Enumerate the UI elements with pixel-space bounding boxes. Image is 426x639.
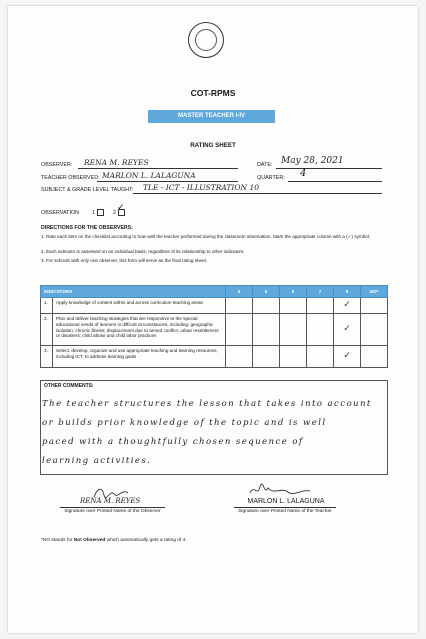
indicators-table [40,285,388,368]
score-cell[interactable] [334,314,361,346]
score-cell[interactable] [307,314,334,346]
score-cell[interactable] [307,346,334,368]
observer-signature-caption: Signature over Printed Name of the Observer [64,509,161,514]
subject-underline [133,193,382,194]
row-number: 3. [41,346,53,368]
quarter-underline [288,181,382,182]
not-observed-footnote [41,538,187,543]
footnote-bold-term: Not Observed [73,538,106,543]
other-comments-label: OTHER COMMENTS: [44,383,94,389]
header-score-4: 4 [226,286,253,298]
score-cell[interactable] [253,298,280,314]
position-banner: MASTER TEACHER I-IV [148,110,275,123]
observer-signature-line [60,507,165,508]
header-score-7: 7 [307,286,334,298]
teacher-signature-line [234,507,336,508]
header-score-6: 6 [280,286,307,298]
date-value: May 28, 2021 [281,156,344,166]
observation-label: OBSERVATION [41,210,80,216]
quarter-value: 4 [300,168,307,179]
date-label: DATE: [257,162,273,168]
observer-underline [78,168,238,169]
teacher-value: MARLON L. LALAGUNA [102,171,196,180]
row-number: 2. [41,314,53,346]
score-cell[interactable] [361,346,388,368]
comment-line-1: The teacher structures the lesson that takes into account [42,399,372,409]
observer-value: RENA M. REYES [84,158,149,167]
score-cell[interactable] [361,298,388,314]
indicator-text: Apply knowledge of content within and across curriculum teaching areas [53,298,226,314]
score-cell[interactable] [334,346,361,368]
date-underline [276,168,382,169]
quarter-label: QUARTER: [257,175,285,181]
indicator-text: Select, develop, organize and use appropriate teaching and learning resources, including ICT, to address learning goals [53,346,226,368]
comment-line-3: paced with a thoughtfully chosen sequence of [42,437,304,447]
observation-1-checkbox[interactable] [97,209,104,216]
directions-heading: DIRECTIONS FOR THE OBSERVERS: [41,225,133,231]
header-score-8: 8 [334,286,361,298]
form-subtitle: RATING SHEET [190,142,236,149]
direction-item-1: 1. Rate each item on the checklist according to how well the teacher performed during the classroom observation. Mark the appropriate column with a (✓) symbol. [41,234,371,239]
indicator-text: Plan and deliver teaching strategies that are responsive to the special educational needs of learners in difficult circumstances, including: geographic isolation; chronic illness; displacement due to armed conflict, urban resettlement or disasters; child abuse and child labor practices [53,314,226,346]
score-cell[interactable] [307,298,334,314]
score-cell[interactable] [361,314,388,346]
score-cell[interactable] [280,346,307,368]
observer-label: OBSERVER: [41,162,73,168]
observation-2-check-icon: ✓ [117,203,125,213]
score-cell[interactable] [226,314,253,346]
footnote-prefix: *NO stands for [41,538,74,543]
subject-value: TLE - ICT - ILLUSTRATION 10 [143,183,259,192]
teacher-signature-icon [248,483,312,499]
table-row [41,346,388,368]
score-cell[interactable] [226,298,253,314]
direction-item-2: 2. Each indicator is assessed on an individual basis, regardless of its relationship to other indicators. [41,249,245,254]
comment-line-4: learning activities. [42,456,152,466]
score-cell[interactable] [253,314,280,346]
direction-item-3: 3. For schools with only one observer, this form will serve as the final rating sheet. [41,258,208,263]
score-cell[interactable] [280,314,307,346]
row-number: 1. [41,298,53,314]
comment-line-2: or builds prior knowledge of the topic and is well [42,418,327,428]
table-row [41,314,388,346]
form-title: COT-RPMS [190,88,236,98]
table-row [41,298,388,314]
check-mark-icon: ✓ [343,299,351,310]
check-mark-icon: ✓ [343,350,351,361]
deped-seal-icon [188,22,224,58]
score-cell[interactable] [226,346,253,368]
header-not-observed: NO* [361,286,388,298]
check-mark-icon: ✓ [343,323,351,334]
score-cell[interactable] [280,298,307,314]
teacher-printed-name: MARLON L. LALAGUNA [247,498,325,505]
teacher-signature-caption: Signature over Printed Name of the Teacher [238,509,332,514]
header-indicators: INDICATORS [41,286,226,298]
teacher-underline [97,181,238,182]
score-cell[interactable] [253,346,280,368]
teacher-label: TEACHER OBSERVED: [41,175,100,181]
score-cell[interactable] [334,298,361,314]
header-score-5: 5 [253,286,280,298]
observation-2-label: 2 [113,210,116,216]
observation-1-label: 1 [92,210,95,216]
table-header-row [41,286,388,298]
footnote-suffix: which automatically gets a rating of 4. [105,538,187,543]
observer-printed-name: RENA M. REYES [80,497,141,505]
subject-label: SUBJECT & GRADE LEVEL TAUGHT: [41,187,134,193]
